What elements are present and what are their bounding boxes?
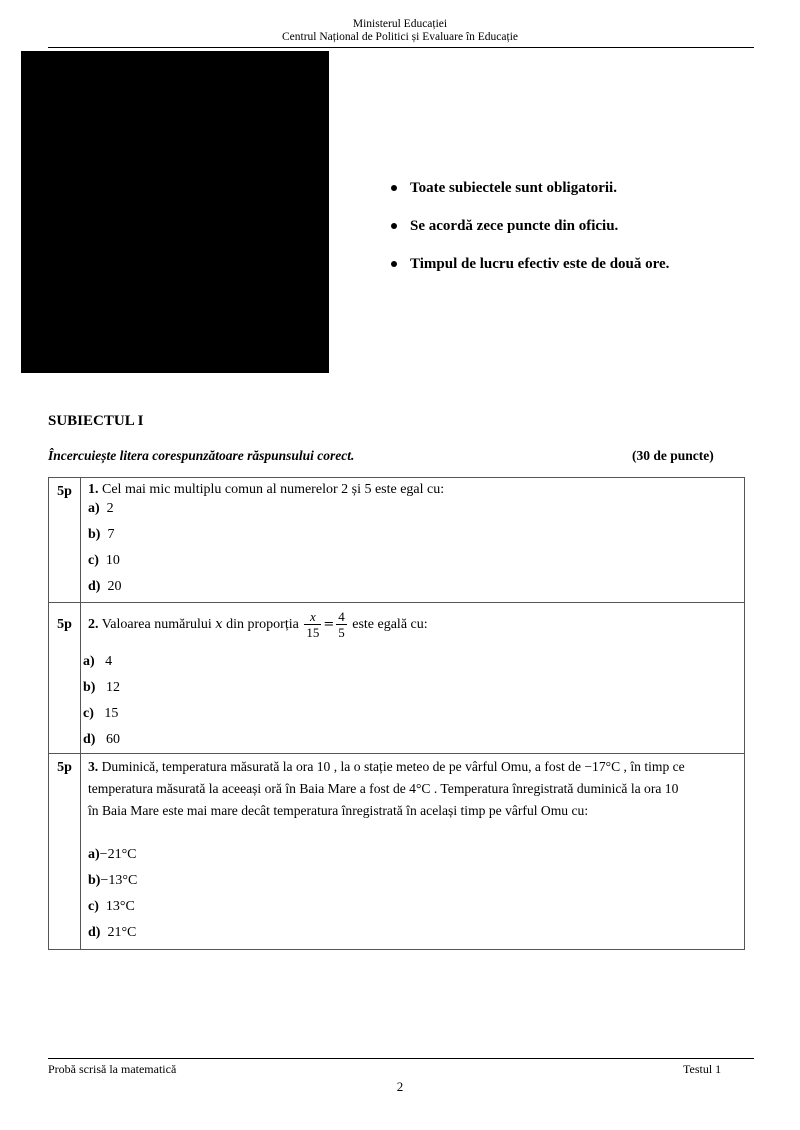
fraction-4-over-5: $\frac{4}{5}$ [338, 609, 345, 641]
answer-option[interactable]: b) 7 [88, 527, 115, 542]
footer-test-label: Testul 1 [683, 1062, 722, 1076]
question-text: 2. Valoarea numărului x din proporția $\frac{x}{15}$ = $\frac{4}{5}$ este egală cu: [88, 609, 428, 641]
fraction-x-over-15: $\frac{x}{15}$ [306, 609, 320, 641]
section-title: SUBIECTUL I [48, 413, 144, 429]
answer-option[interactable]: b)−13°C [88, 873, 138, 888]
instruction-item: Se acordă zece puncte din oficiu. [388, 216, 669, 254]
answer-option[interactable]: d) 21°C [88, 925, 137, 940]
bullet-icon [391, 261, 397, 267]
general-instructions [388, 178, 669, 292]
questions-table [48, 477, 745, 950]
bullet-icon [391, 223, 397, 229]
question-row [49, 478, 745, 603]
question-body [81, 754, 745, 950]
answer-option[interactable]: c) 13°C [88, 899, 135, 914]
variable-x: x [215, 617, 223, 632]
task-instruction: Încercuiește litera corespunzătoare răspunsului corect. [48, 448, 355, 463]
question-points: 5p [49, 603, 81, 754]
answer-options [88, 842, 738, 946]
redacted-block [21, 51, 329, 373]
page-header [0, 18, 800, 44]
question-points: 5p [49, 478, 81, 603]
answer-option[interactable]: a)−21°C [88, 847, 137, 862]
question-points: 5p [49, 754, 81, 950]
answer-option[interactable]: a) 4 [83, 654, 113, 669]
answer-options [88, 496, 738, 600]
instruction-item: Timpul de lucru efectiv este de două ore. [388, 254, 669, 292]
footer-exam-name: Probă scrisă la matematică [48, 1062, 177, 1076]
answer-option[interactable]: a) 2 [88, 501, 114, 516]
question-row [49, 603, 745, 754]
header-ministry: Ministerul Educației [352, 18, 448, 30]
page-number: 2 [396, 1079, 404, 1094]
question-body [81, 603, 745, 754]
header-center: Centrul Național de Politici și Evaluare în Educație [281, 31, 518, 43]
answer-option[interactable]: c) 15 [83, 706, 119, 721]
answer-option[interactable]: d) 60 [83, 732, 120, 747]
section-points: (30 de puncte) [632, 448, 714, 463]
instruction-item: Toate subiectele sunt obligatorii. [388, 178, 669, 216]
header-rule [48, 47, 754, 48]
answer-option[interactable]: d) 20 [88, 579, 122, 594]
question-row [49, 754, 745, 950]
bullet-icon [391, 185, 397, 191]
answer-option[interactable]: b) 12 [83, 680, 120, 695]
question-text: 3. Duminică, temperatura măsurată la ora 10 , la o stație meteo de pe vârful Omu, a fost de −17°C , în timp ce temperatura măsurată la aceeași oră în Baia Mare a fost de 4°C . Temperatura înregistrată duminică la ora 10 în Baia Mare este mai mare decât temperatura înregistrată în același timp pe vârful Omu cu: [88, 759, 685, 818]
question-text: 1. Cel mai mic multiplu comun al numerelor 2 și 5 este egal cu: [88, 482, 445, 497]
answer-options [83, 649, 738, 753]
answer-option[interactable]: c) 10 [88, 553, 120, 568]
question-body [81, 478, 745, 603]
footer-rule [48, 1058, 754, 1059]
